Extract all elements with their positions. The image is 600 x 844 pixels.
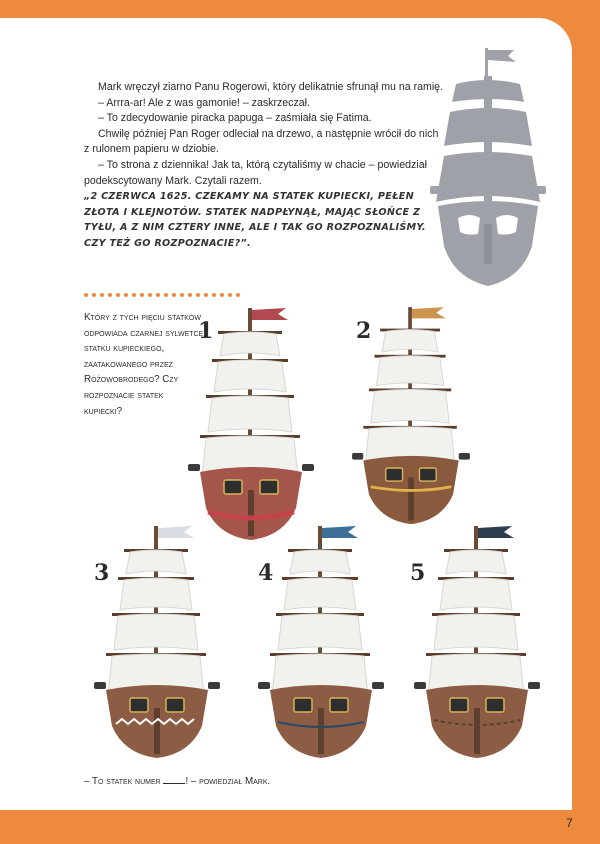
stern-window [166,698,184,712]
answer-text-before: – To statek numer [84,776,164,787]
ship-illustration-2 [346,294,476,526]
ship-illustration-4 [256,512,386,760]
answer-text-after: ! – powiedział Mark. [185,776,271,787]
sail [214,360,286,392]
page-number: 7 [566,816,573,830]
sail [126,550,186,574]
rudder [474,708,480,754]
stern-window [294,698,312,712]
stern-window [260,480,278,494]
cannon [258,682,270,689]
flag [158,526,194,538]
stern-window [486,698,504,712]
puzzle-question: Który z tych pięciu statków odpowiada czarnej sylwetce statku kupieckiego, zaatakowanego przez Różowobrodego? Czy rozpoznacie statek kupiecki? [84,312,204,417]
flag [322,526,358,538]
sail [371,389,450,423]
cannon [372,682,384,689]
stern-window [450,698,468,712]
ship-label-2: 2 [356,318,372,344]
sail [120,578,192,610]
ship-illustration-3 [92,512,222,760]
flag [478,526,514,538]
cannon [528,682,540,689]
sail [208,396,292,432]
cannon [414,682,426,689]
ship-illustration-5 [412,512,542,760]
sail [220,332,280,356]
answer-line [84,776,270,787]
sail [376,356,443,386]
rudder [318,708,324,754]
sail [446,550,506,574]
stern-window [386,468,403,481]
ship-label-3: 3 [94,560,110,586]
cannon [188,464,200,471]
story-text [84,80,444,252]
sail [382,330,438,352]
rudder [248,490,254,536]
cannon [94,682,106,689]
story-paragraph: – Arrra-ar! Ale z was gamonie! – zaskrzeczał. [98,96,310,109]
story-paragraph: – To zdecydowanie piracka papuga – zaśmiała się Fatima. [98,112,372,125]
cannon [302,464,314,471]
story-paragraph: – To strona z dziennika! Jak ta, którą czytaliśmy w chacie – powiedział podekscytowany Mark. Czytali razem. [84,158,427,187]
ship-illustration-1 [186,294,316,542]
cannon [459,453,470,460]
stern-window [330,698,348,712]
merchant-ship-silhouette [428,40,548,290]
sail [434,614,518,650]
answer-blank[interactable] [163,783,185,784]
rudder [154,708,160,754]
story-paragraph: Chwilę później Pan Roger odleciał na drzewo, a następnie wrócił do nich z rulonem papieru w dziobie. [84,127,439,156]
sail [278,614,362,650]
stern-window [224,480,242,494]
flag [412,307,446,318]
cannon [208,682,220,689]
cannon [352,453,363,460]
ship-label-1: 1 [198,318,214,344]
sail [114,614,198,650]
diary-quote: „2 CZERWCA 1625. CZEKAMY NA STATEK KUPIECKI, PEŁEN ZŁOTA I KLEJNOTÓW. STATEK NADPŁYNĄŁ, MAJĄC SŁOŃCE Z TYŁU, A Z NIM CZTERY INNE, ALE I TAK GO ROZPOZNALIŚMY. CZY TEŻ GO ROZPOZNACIE?”. [84,191,427,249]
sail [290,550,350,574]
sail [284,578,356,610]
story-paragraph: Mark wręczył ziarno Panu Rogerowi, który delikatnie sfrunął mu na ramię. [98,81,444,93]
stern-window [419,468,436,481]
flag [252,308,288,320]
ship-label-5: 5 [410,560,426,586]
sail [440,578,512,610]
stern-window [130,698,148,712]
ship-label-4: 4 [258,560,274,586]
